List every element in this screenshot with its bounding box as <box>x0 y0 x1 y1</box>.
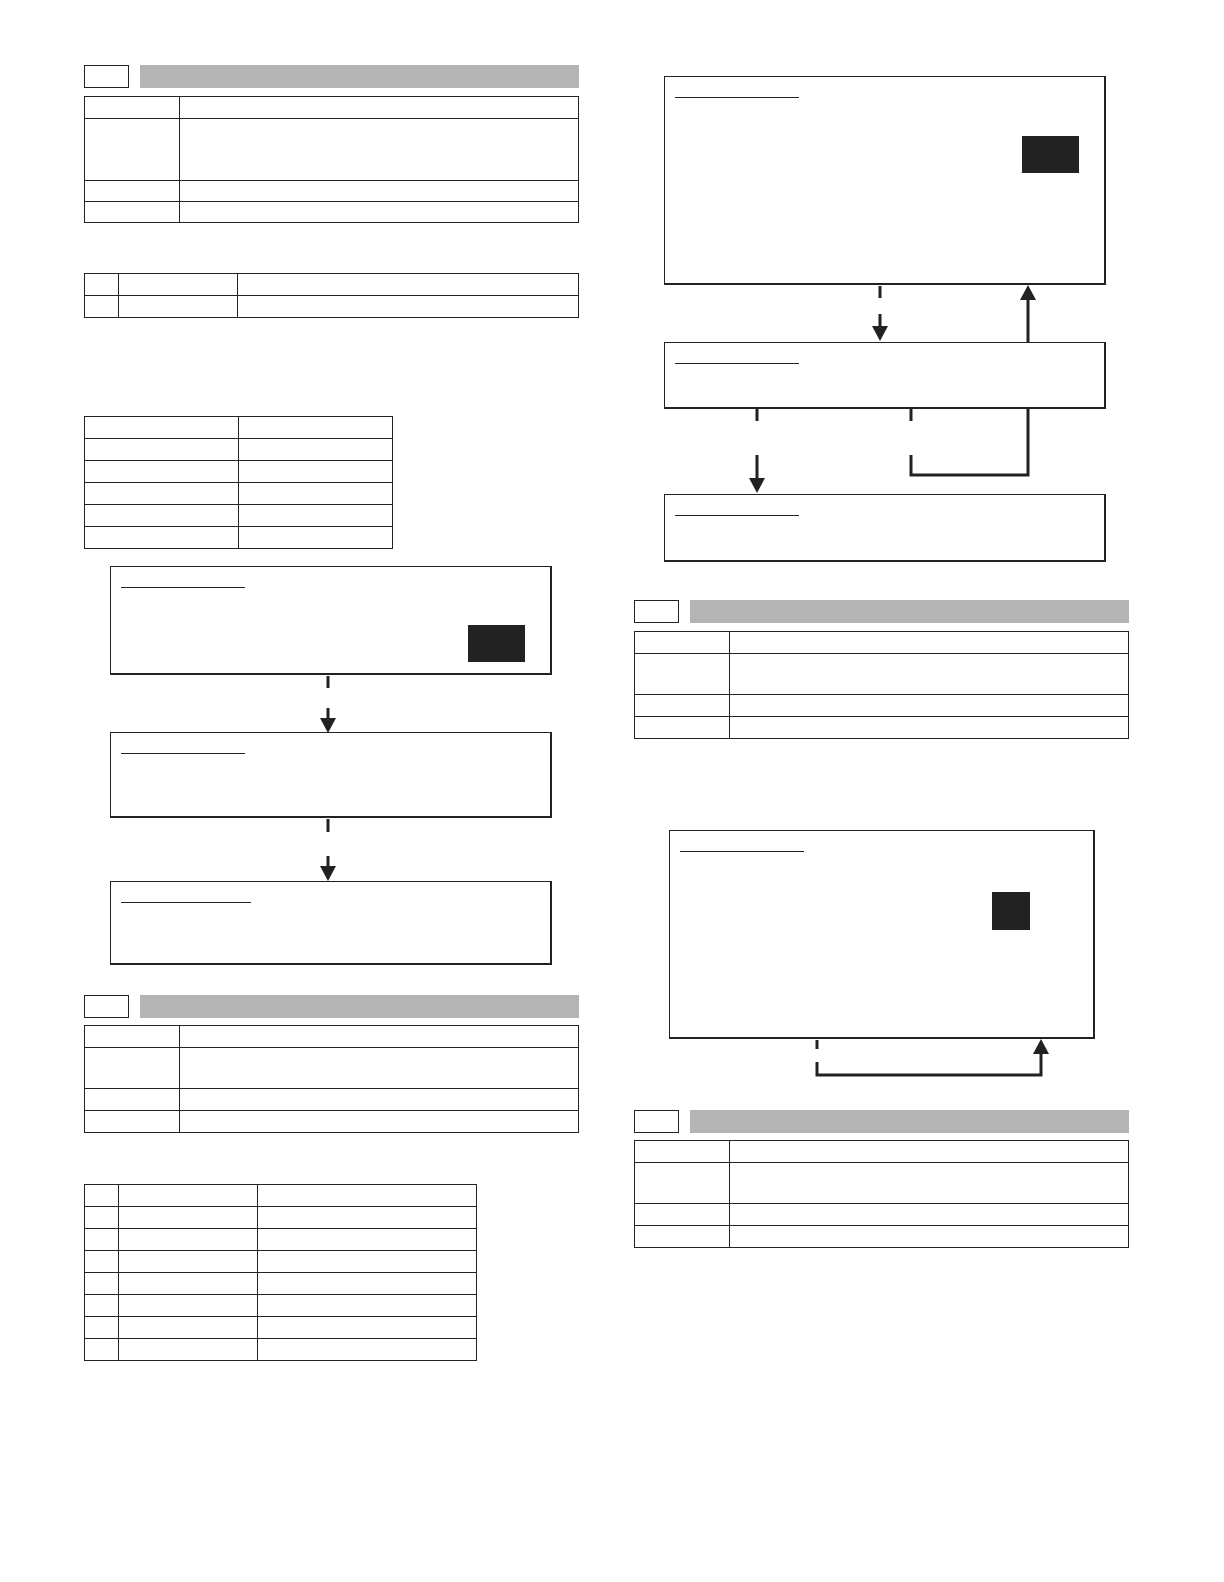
flow-connector <box>911 409 1028 475</box>
flow-connector <box>817 1052 1041 1075</box>
flow-arrowhead <box>1033 1039 1049 1054</box>
flow-arrowhead <box>1020 285 1036 300</box>
flow-arrowhead <box>749 478 765 493</box>
flow-arrowhead <box>872 326 888 341</box>
flow-arrowhead <box>320 718 336 733</box>
flow-arrowhead <box>320 866 336 881</box>
